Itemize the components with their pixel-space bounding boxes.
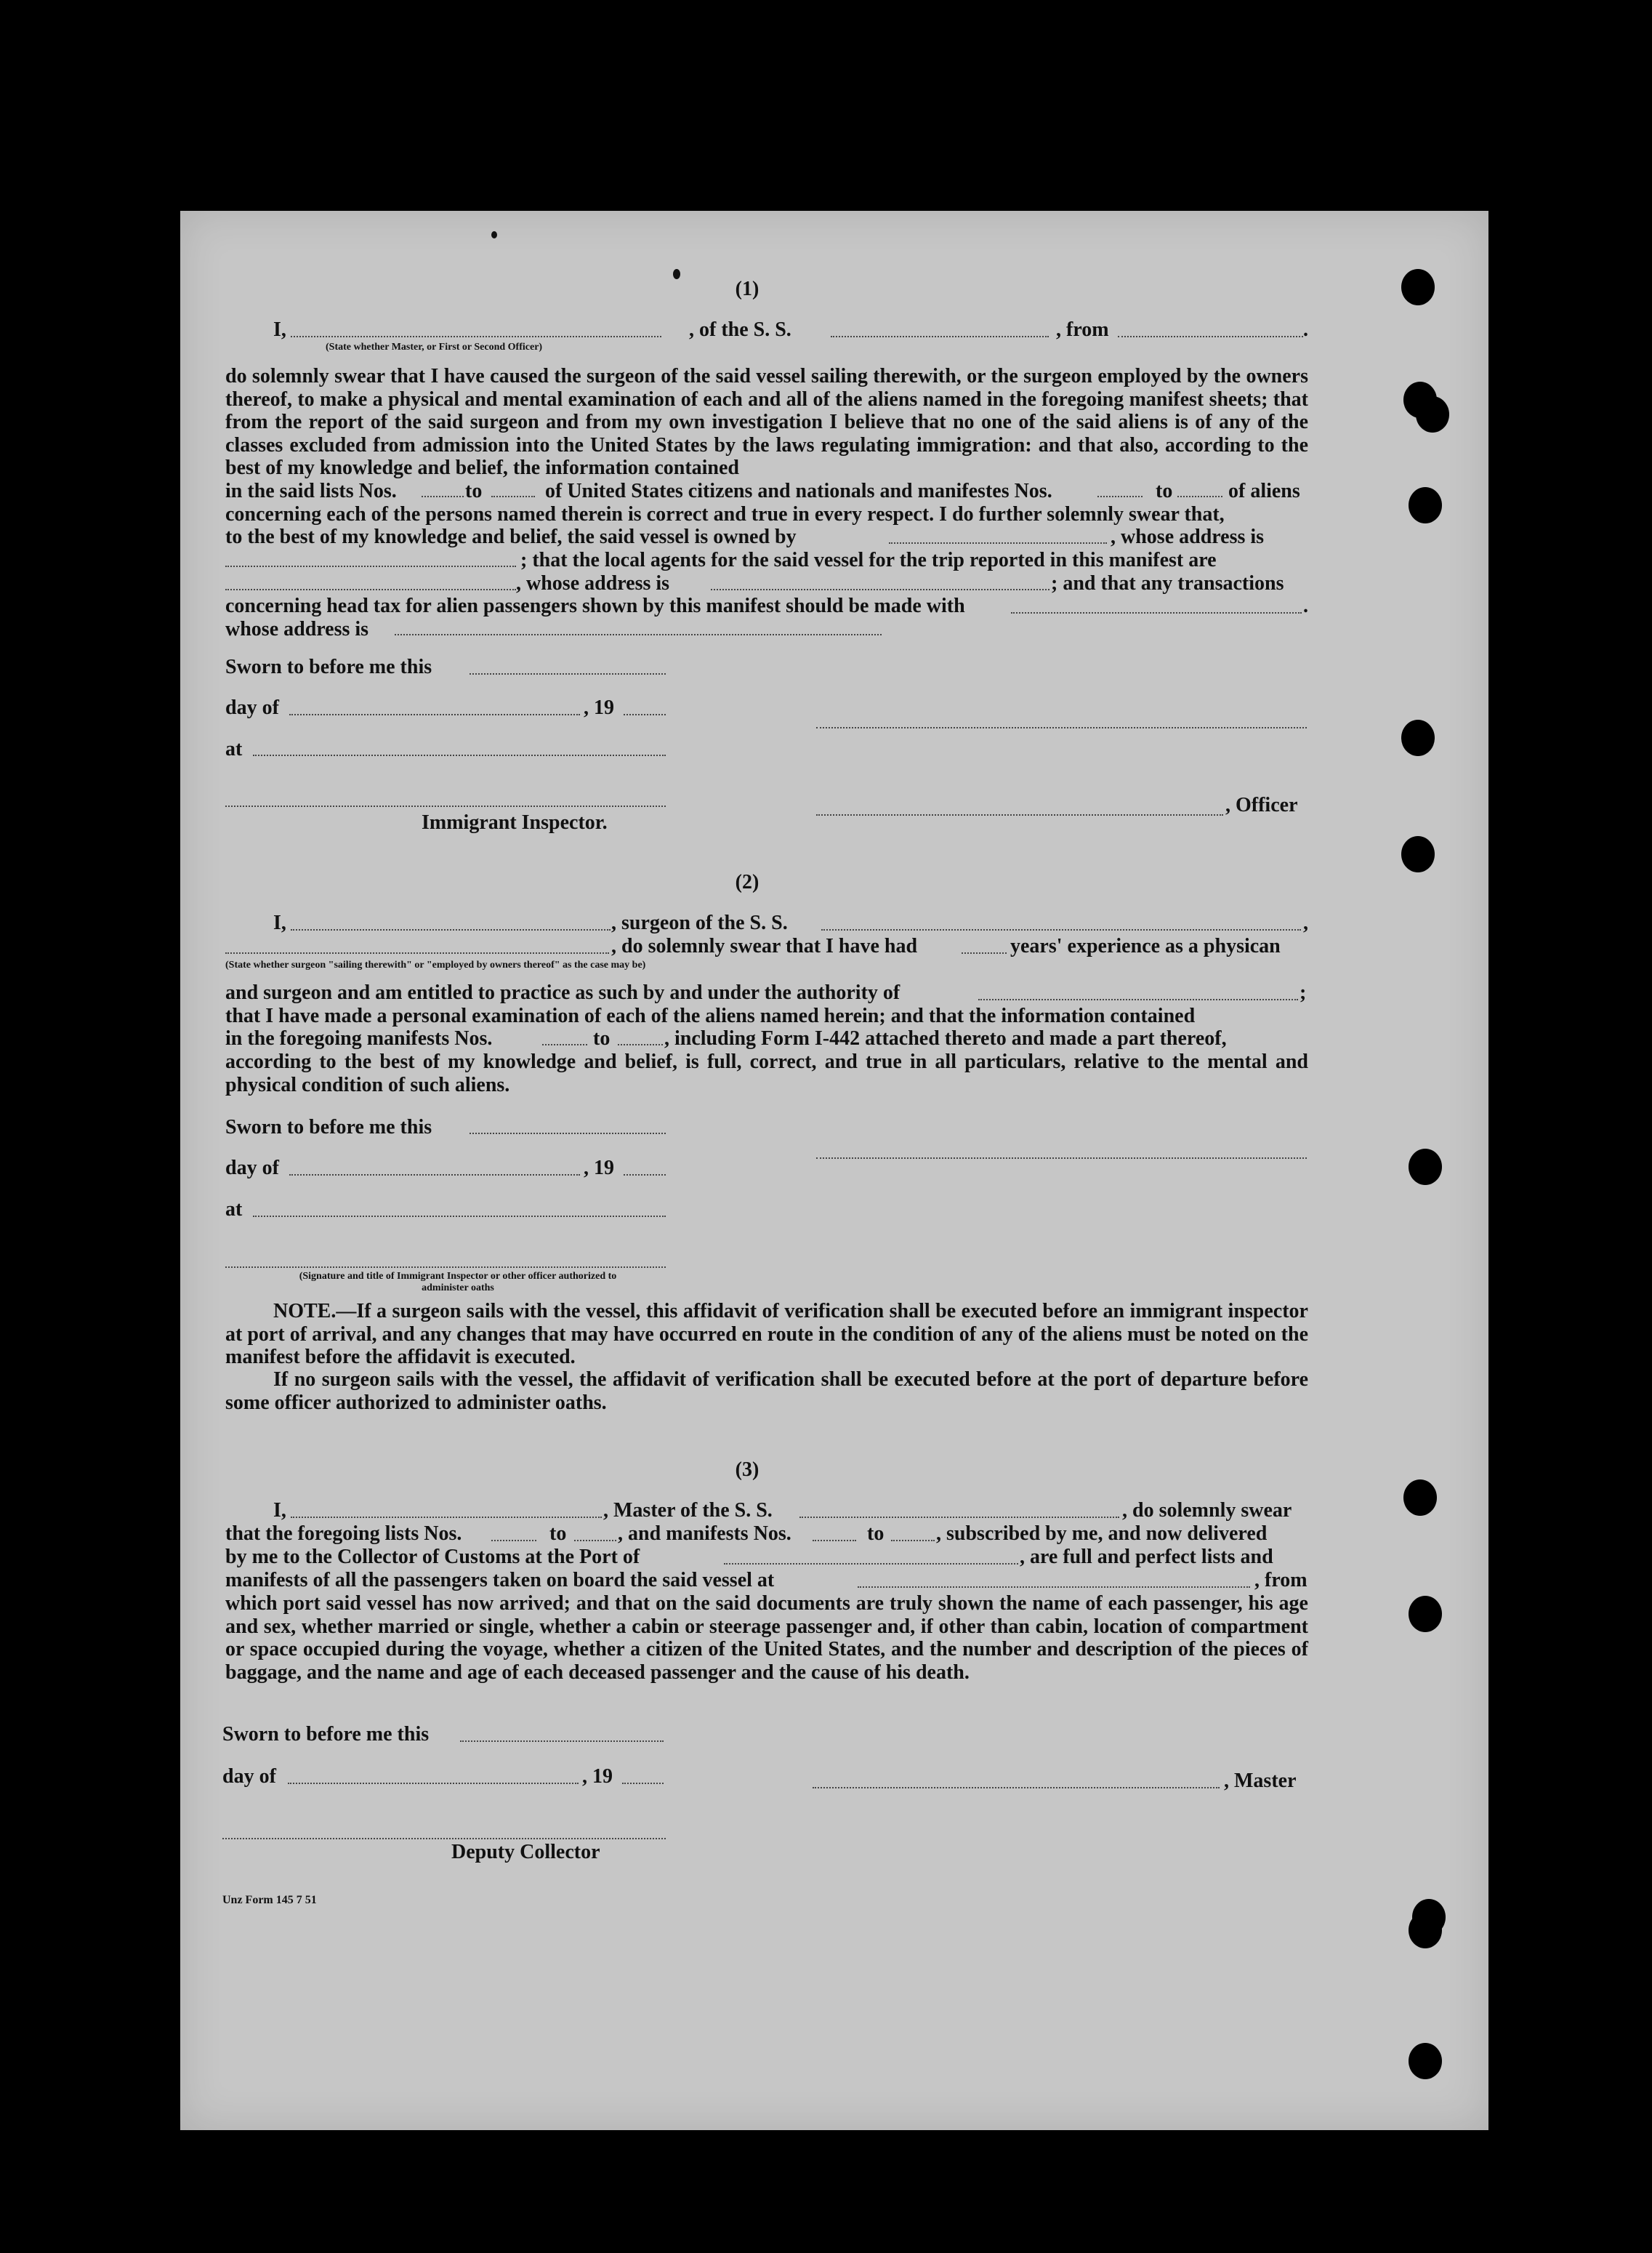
- master-signature-field[interactable]: [813, 1787, 1220, 1788]
- binder-hole: [1409, 2043, 1442, 2079]
- day-of-text-3: day of: [222, 1765, 276, 1788]
- lists-text-c: of United States citizens and nationals and manifestes Nos.: [545, 480, 1052, 502]
- day-of-text-2: day of: [225, 1157, 279, 1179]
- years-text: years' experience as a physican: [1010, 935, 1281, 957]
- surgeon-status-field[interactable]: [225, 952, 609, 954]
- sworn-text-1: Sworn to before me this: [225, 656, 432, 678]
- year-text-2: , 19: [584, 1157, 614, 1179]
- section-2-body-a: that I have made a personal examination of each of the aliens named herein; and that the information contained: [225, 1005, 1196, 1027]
- sworn-date-field-1[interactable]: [470, 673, 666, 675]
- day-of-text-1: day of: [225, 696, 279, 719]
- surgeon-name-field[interactable]: [291, 929, 611, 931]
- binder-hole: [1401, 720, 1435, 756]
- agents-address-text: , whose address is: [516, 572, 670, 595]
- s3-lists-to-field[interactable]: [574, 1540, 616, 1541]
- inspector-signature-line-2[interactable]: [225, 1266, 666, 1268]
- section-3-I: I,: [273, 1499, 286, 1522]
- manifests-text-a: in the foregoing manifests Nos.: [225, 1027, 493, 1050]
- year-field-2[interactable]: [624, 1174, 666, 1176]
- authority-field[interactable]: [978, 999, 1298, 1000]
- year-text-1: , 19: [584, 696, 614, 719]
- section-2-I: I,: [273, 912, 286, 934]
- s3-board-b: , from: [1254, 1569, 1308, 1591]
- sworn-date-field-2[interactable]: [470, 1133, 666, 1134]
- section-1-I: I,: [273, 318, 286, 341]
- head-tax-address-text: whose address is: [225, 618, 369, 640]
- citizen-list-from-field[interactable]: [422, 496, 464, 497]
- master-text: , Master: [1224, 1770, 1297, 1792]
- customs-port-field[interactable]: [724, 1563, 1018, 1565]
- authority-text: and surgeon and am entitled to practice as such by and under the authority of: [225, 981, 900, 1004]
- head-tax-period: .: [1303, 595, 1308, 617]
- s3-lists-d: to: [867, 1522, 885, 1545]
- manifests-text-c: , including Form I-442 attached thereto and made a part thereof,: [664, 1027, 1227, 1050]
- inspector-label-1: Immigrant Inspector.: [422, 811, 608, 834]
- s3-port-a: by me to the Collector of Customs at the Port of: [225, 1546, 640, 1568]
- surgeon-manifest-from-field[interactable]: [542, 1044, 587, 1045]
- binder-hole: [1409, 1596, 1442, 1632]
- manifests-text-b: to: [593, 1027, 611, 1050]
- note-paragraph-1: NOTE.—If a surgeon sails with the vessel, this affidavit of verification shall be executed before an immigrant inspector at port of arrival, and any changes that may have occurred en route in the condition of any of the aliens must be noted on the manifest before the affidavit is executed.: [225, 1300, 1308, 1368]
- binder-hole: [1416, 396, 1449, 433]
- binder-hole: [1409, 1149, 1442, 1185]
- owner-address-field[interactable]: [225, 566, 516, 567]
- binder-hole: [1401, 269, 1435, 305]
- at-text-1: at: [225, 738, 243, 760]
- master-swear-text: , do solemnly swear: [1122, 1499, 1292, 1522]
- deputy-signature-line[interactable]: [222, 1838, 666, 1839]
- officer-name-field[interactable]: [291, 336, 661, 337]
- alien-manifest-from-field[interactable]: [1097, 496, 1143, 497]
- owned-address-text: , whose address is: [1111, 526, 1265, 548]
- vessel-name-field[interactable]: [831, 336, 1049, 337]
- agents-text: ; that the local agents for the said vessel for the trip reported in this manifest are: [520, 549, 1217, 571]
- section-1-from: , from: [1056, 318, 1109, 341]
- s3-manifests-to-field[interactable]: [891, 1540, 935, 1541]
- binder-hole: [1409, 1912, 1442, 1948]
- month-field-2[interactable]: [289, 1174, 580, 1176]
- citizen-list-to-field[interactable]: [491, 496, 535, 497]
- section-2-number: (2): [735, 871, 759, 893]
- section-3-number: (3): [735, 1458, 759, 1481]
- master-of-text: , Master of the S. S.: [603, 1499, 773, 1522]
- section-1-number: (1): [735, 278, 759, 300]
- sworn-text-2: Sworn to before me this: [225, 1116, 432, 1138]
- agents-field[interactable]: [225, 589, 516, 590]
- at-text-2: at: [225, 1198, 243, 1221]
- alien-manifest-to-field[interactable]: [1177, 496, 1222, 497]
- master-vessel-field[interactable]: [799, 1517, 1119, 1518]
- signature-title-note: (Signature and title of Immigrant Inspector or other officer authorized to administer oaths: [299, 1271, 617, 1293]
- at-place-field-2[interactable]: [253, 1216, 666, 1217]
- surgeon-of-text: , surgeon of the S. S.: [611, 912, 788, 934]
- agents-address-field[interactable]: [711, 589, 1049, 590]
- note-paragraph-2: If no surgeon sails with the vessel, the affidavit of verification shall be executed before at the port of departure before some officer authorized to administer oaths.: [225, 1368, 1308, 1414]
- authority-semicolon: ;: [1300, 981, 1307, 1004]
- section-1-period: .: [1303, 318, 1308, 341]
- s3-lists-e: , subscribed by me, and now delivered: [936, 1522, 1268, 1545]
- lists-text-a: in the said lists Nos.: [225, 480, 397, 502]
- deputy-collector-label: Deputy Collector: [451, 1841, 600, 1863]
- surgeon-comma: ,: [1303, 912, 1308, 934]
- years-experience-field[interactable]: [962, 952, 1007, 954]
- year-text-3: , 19: [582, 1765, 613, 1788]
- form-page: [180, 211, 1488, 2130]
- signature-line-2[interactable]: [816, 1157, 1307, 1159]
- at-place-field-1[interactable]: [253, 755, 666, 756]
- officer-note: (State whether Master, or First or Second Officer): [326, 342, 543, 353]
- boarding-port-field[interactable]: [858, 1586, 1250, 1588]
- owner-field[interactable]: [889, 542, 1107, 544]
- section-2-body-b: according to the best of my knowledge and belief, is full, correct, and true in all particulars, relative to the mental and physical condition of such aliens.: [225, 1051, 1308, 1096]
- transactions-text: ; and that any transactions: [1051, 572, 1284, 595]
- officer-text: , Officer: [1225, 794, 1298, 816]
- section-3-body: which port said vessel has now arrived; and that on the said documents are truly shown the name of each passenger, his age and sex, whether married or single, whether a cabin or steerage passenger and, if other than cabin, location of compartment or space occupied during the voyage, whether a citizen of the United States, and the number and description of the pieces of baggage, and the name and age of each deceased passenger and the cause of his death.: [225, 1592, 1308, 1684]
- binder-hole: [1403, 1479, 1437, 1516]
- lists-text-b: to: [465, 480, 483, 502]
- year-field-3[interactable]: [622, 1783, 664, 1784]
- s3-port-b: , are full and perfect lists and: [1020, 1546, 1273, 1568]
- s3-lists-a: that the foregoing lists Nos.: [225, 1522, 462, 1545]
- head-tax-address-field[interactable]: [395, 634, 882, 635]
- officer-signature-field[interactable]: [816, 814, 1223, 816]
- lists-text-e: of aliens: [1228, 480, 1300, 502]
- form-id: Unz Form 145 7 51: [222, 1894, 317, 1906]
- sworn-date-field-3[interactable]: [460, 1740, 664, 1742]
- s3-lists-from-field[interactable]: [491, 1540, 536, 1541]
- binder-hole: [1409, 487, 1442, 523]
- s3-manifests-from-field[interactable]: [813, 1540, 856, 1541]
- master-name-field[interactable]: [291, 1517, 602, 1518]
- section-1-of-ss: , of the S. S.: [689, 318, 791, 341]
- head-tax-contact-field[interactable]: [1011, 612, 1302, 614]
- section-1-body: do solemnly swear that I have caused the surgeon of the said vessel sailing therewith, or the surgeon employed by the owners thereof, to make a physical and mental examination of each and all of the aliens named in the foregoing manifest sheets; that from the report of the said surgeon and from my own investigation I believe that no one of the said aliens is of any of the classes excluded from admission into the United States by the laws regulating immigration: and that also, according to the best of my knowledge and belief, the information contained: [225, 365, 1308, 479]
- surgeon-swear-text: , do solemnly swear that I have had: [611, 935, 918, 957]
- section-1-body-2: concerning each of the persons named therein is correct and true in every respect. I do further solemnly swear that,: [225, 503, 1225, 526]
- head-tax-text: concerning head tax for alien passengers shown by this manifest should be made with: [225, 595, 965, 617]
- s3-lists-b: to: [549, 1522, 567, 1545]
- binder-hole: [1401, 836, 1435, 872]
- s3-board-a: manifests of all the passengers taken on board the said vessel at: [225, 1569, 775, 1591]
- from-port-field[interactable]: [1118, 336, 1303, 337]
- signature-line-1[interactable]: [816, 727, 1307, 728]
- lists-text-d: to: [1156, 480, 1173, 502]
- surgeon-manifest-to-field[interactable]: [618, 1044, 663, 1045]
- sworn-text-3: Sworn to before me this: [222, 1723, 430, 1746]
- surgeon-vessel-field[interactable]: [821, 929, 1301, 931]
- surgeon-status-note: (State whether surgeon "sailing therewith" or "employed by owners thereof" as the case may be): [225, 960, 646, 971]
- inspector-signature-line-1[interactable]: [225, 806, 666, 807]
- s3-lists-c: , and manifests Nos.: [618, 1522, 791, 1545]
- month-field-3[interactable]: [288, 1783, 579, 1784]
- month-field-1[interactable]: [289, 714, 580, 715]
- owned-text: to the best of my knowledge and belief, the said vessel is owned by: [225, 526, 797, 548]
- ink-speck: [491, 231, 497, 238]
- year-field-1[interactable]: [624, 714, 666, 715]
